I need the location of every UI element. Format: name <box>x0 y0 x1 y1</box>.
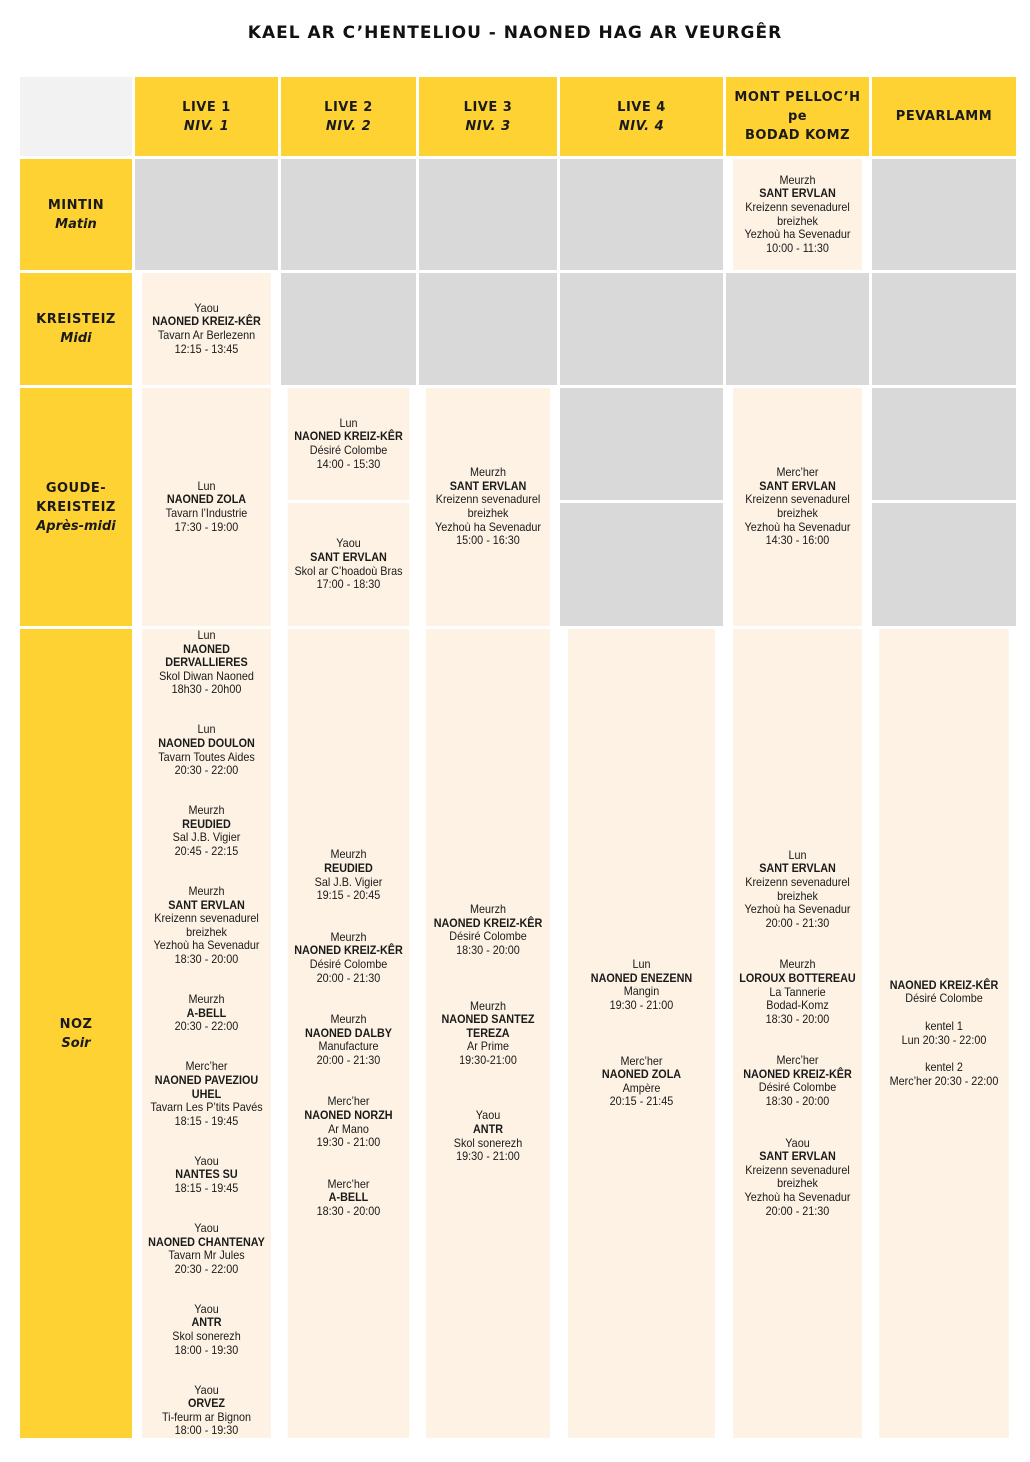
cell-noz-live2 <box>288 629 410 1438</box>
entry-detail: 20:00 - 21:30 <box>316 1052 381 1067</box>
entry-detail: Ti-feurm ar Bignon <box>161 1409 252 1424</box>
entry-place: NAONED KREIZ-KÊR <box>294 429 403 444</box>
entry-day: Lun <box>632 957 651 972</box>
entry-day: Merc’her <box>327 1176 370 1191</box>
entry-detail: 18:15 - 19:45 <box>174 1113 239 1128</box>
empty-cell <box>726 273 869 385</box>
cell-kreisteiz-live1 <box>142 273 271 385</box>
schedule-entry <box>305 1013 392 1067</box>
entry-place: REUDIED <box>182 816 231 831</box>
header-live-3-level: NIV. 3 <box>465 118 511 134</box>
row-noz-sub: Soir <box>61 1035 91 1051</box>
entry-detail: 18:30 - 20:00 <box>456 942 520 957</box>
empty-cell <box>560 503 723 626</box>
schedule-entry <box>152 302 261 356</box>
entry-detail: 20:15 - 21:45 <box>609 1094 674 1109</box>
entry-detail: La Tannerie <box>769 984 826 999</box>
entry-day: Merc’her <box>620 1053 663 1068</box>
empty-cell <box>560 273 723 385</box>
entry-detail: Yezhoù ha Sevenadur <box>153 938 260 953</box>
entry-day: Meurzh <box>188 992 225 1007</box>
cell-goude-live2-b <box>288 503 410 626</box>
cell-noz-pevarlamm <box>879 629 1009 1438</box>
empty-cell <box>560 159 723 270</box>
empty-cell <box>872 388 1016 500</box>
entry-detail: Skol sonerezh <box>453 1135 523 1150</box>
entry-day: Merc’her <box>776 465 819 480</box>
entry-place: NAONED ZOLA <box>601 1067 682 1082</box>
schedule-entry <box>902 1020 987 1047</box>
schedule-entry <box>454 1109 522 1163</box>
entry-day: Meurzh <box>779 172 816 187</box>
entry-detail: breizhek <box>777 213 818 228</box>
schedule-entry <box>745 466 851 548</box>
entry-detail: 17:30 - 19:00 <box>174 519 239 534</box>
entry-day: Meurzh <box>330 847 367 862</box>
entry-day: Meurzh <box>469 902 506 917</box>
cell-noz-live4 <box>568 629 715 1438</box>
entry-detail: breizhek <box>777 1176 818 1191</box>
row-mintin-title: MINTIN <box>47 197 105 213</box>
schedule-entry <box>294 537 402 591</box>
entry-place: A-BELL <box>328 1190 369 1205</box>
schedule-entry <box>602 1055 681 1109</box>
schedule-entry <box>175 993 239 1034</box>
entry-place: NAONED DOULON <box>158 736 255 751</box>
schedule-entry <box>591 958 692 1012</box>
entry-detail: Merc’her 20:30 - 22:00 <box>889 1073 999 1088</box>
schedule-entry <box>745 174 851 256</box>
cell-goude-mont <box>733 388 862 626</box>
entry-detail: 20:00 - 21:30 <box>316 970 381 985</box>
entry-detail: Mangin <box>623 984 660 999</box>
entry-detail: Tavarn l’Industrie <box>165 506 248 520</box>
row-label-mintin <box>20 159 132 270</box>
entry-detail: Yezhoù ha Sevenadur <box>744 1190 851 1205</box>
entry-detail: 12:15 - 13:45 <box>174 341 239 356</box>
entry-detail: Ampère <box>622 1080 661 1095</box>
entry-day: Lun <box>197 722 216 737</box>
entry-detail: Désiré Colombe <box>449 929 527 944</box>
entry-detail: Sal J.B. Vigier <box>314 874 383 889</box>
entry-detail: 19:15 - 20:45 <box>316 888 381 903</box>
entry-detail: breizhek <box>777 888 818 903</box>
schedule-entry <box>441 1000 534 1068</box>
entry-detail: 20:30 - 22:00 <box>174 763 239 778</box>
entry-place: REUDIED <box>324 860 373 875</box>
entry-place: NAONED KREIZ-KÊR <box>433 915 543 930</box>
entry-detail: 18:30 - 20:00 <box>174 952 239 967</box>
schedule-entry <box>175 1155 239 1196</box>
header-live-3-title: LIVE 3 <box>463 99 513 115</box>
entry-day: Meurzh <box>469 465 506 480</box>
entry-place: NAONED PAVEZIOU UHEL <box>154 1072 259 1101</box>
entry-detail: Lun 20:30 - 22:00 <box>901 1032 987 1047</box>
header-live-2-level: NIV. 2 <box>325 118 372 134</box>
entry-detail: Kreizenn sevenadurel <box>435 492 541 507</box>
entry-detail: 19:30-21:00 <box>459 1052 517 1067</box>
entry-detail: Désiré Colombe <box>309 956 388 971</box>
empty-cell <box>560 388 723 500</box>
schedule-entry <box>166 480 248 534</box>
schedule-entry <box>315 848 383 902</box>
empty-cell <box>872 503 1016 626</box>
entry-detail: 18:00 - 19:30 <box>174 1423 239 1438</box>
header-mont-line3: BODAD KOMZ <box>744 128 851 143</box>
entry-day: Yaou <box>194 1153 219 1168</box>
empty-cell <box>281 273 416 385</box>
entry-detail: 14:30 - 16:00 <box>765 533 830 548</box>
entry-place: NAONED ZOLA <box>166 492 247 507</box>
schedule-entry <box>158 723 255 777</box>
header-pevarlamm-title: PEVARLAMM <box>895 109 993 124</box>
row-kreisteiz-sub: Midi <box>60 331 92 346</box>
entry-day: Merc’her <box>327 1094 370 1109</box>
entry-day: Yaou <box>194 1220 219 1235</box>
schedule-entry <box>745 849 851 931</box>
row-mintin-sub: Matin <box>55 216 97 232</box>
schedule-entry <box>162 1384 251 1438</box>
cell-mintin-mont <box>733 159 862 270</box>
entry-day: Yaou <box>475 1108 501 1123</box>
entry-detail: 20:45 - 22:15 <box>174 844 239 859</box>
entry-detail: Kreizenn sevenadurel <box>745 199 850 214</box>
entry-day: Lun <box>788 847 807 862</box>
header-live-1-title: LIVE 1 <box>182 99 231 115</box>
entry-place: NAONED KREIZ-KÊR <box>889 977 999 992</box>
entry-detail: Désiré Colombe <box>905 991 983 1006</box>
entry-detail: breizhek <box>467 506 509 520</box>
entry-detail: 18:30 - 20:00 <box>765 1011 830 1026</box>
entry-day: Meurzh <box>330 929 367 944</box>
entry-place: NANTES SU <box>175 1167 238 1182</box>
entry-detail: 19:30 - 21:00 <box>609 997 674 1012</box>
entry-detail: kentel 2 <box>925 1060 963 1075</box>
row-divider <box>419 500 557 503</box>
entry-day: Yaou <box>336 536 361 551</box>
entry-place: NAONED KREIZ-KÊR <box>743 1066 852 1081</box>
header-mont-pelloch <box>726 77 869 156</box>
entry-place: ORVEZ <box>187 1396 226 1411</box>
entry-detail: Ar Prime <box>466 1039 509 1054</box>
entry-day: Lun <box>197 478 216 493</box>
schedule-entry <box>435 466 541 548</box>
entry-detail: Yezhoù ha Sevenadur <box>744 902 851 917</box>
entry-detail: Sal J.B. Vigier <box>172 830 241 845</box>
schedule-entry <box>148 1222 265 1276</box>
entry-detail: 18:15 - 19:45 <box>174 1180 239 1195</box>
entry-place: A-BELL <box>186 1005 227 1020</box>
entry-detail: Tavarn Mr Jules <box>168 1248 245 1263</box>
corner-cell <box>20 77 132 156</box>
header-live-4 <box>560 77 723 156</box>
entry-detail: Kreizenn sevenadurel <box>745 874 850 889</box>
schedule-entry <box>142 629 271 697</box>
entry-detail: 10:00 - 11:30 <box>766 240 829 255</box>
entry-detail: Kreizenn sevenadurel <box>154 911 259 926</box>
header-live-4-title: LIVE 4 <box>617 99 666 115</box>
entry-detail: 20:00 - 21:30 <box>765 1203 830 1218</box>
entry-place: SANT ERVLAN <box>759 186 836 201</box>
entry-detail: Skol Diwan Naoned <box>159 668 254 683</box>
schedule-entry <box>434 903 543 957</box>
entry-place: ANTR <box>472 1122 503 1137</box>
entry-place: SANT ERVLAN <box>310 549 387 564</box>
cell-noz-live1 <box>142 629 271 1438</box>
entry-day: Meurzh <box>188 803 225 818</box>
header-mont-line2: pe <box>787 109 808 124</box>
entry-detail: 19:30 - 21:00 <box>316 1135 381 1150</box>
entry-detail: 14:00 - 15:30 <box>316 456 381 471</box>
row-kreisteiz-title: KREISTEIZ <box>36 312 116 327</box>
empty-cell <box>872 159 1016 270</box>
entry-place: SANT ERVLAN <box>759 861 836 876</box>
entry-detail: Désiré Colombe <box>309 443 388 457</box>
header-live-2-title: LIVE 2 <box>324 99 373 115</box>
entry-detail: 18:30 - 20:00 <box>765 1094 830 1109</box>
page-title: KAEL AR C’HENTELIOU - NAONED HAG AR VEURGÊR <box>247 23 783 43</box>
header-live-4-level: NIV. 4 <box>618 118 665 134</box>
empty-cell <box>135 159 278 270</box>
entry-place: NAONED KREIZ-KÊR <box>294 943 403 958</box>
entry-detail: Yezhoù ha Sevenadur <box>744 519 851 534</box>
entry-detail: 18h30 - 20h00 <box>171 682 242 697</box>
header-live-3 <box>419 77 557 156</box>
schedule-entry <box>743 1054 852 1108</box>
entry-place: NAONED ENEZENN <box>590 970 693 985</box>
header-pevarlamm <box>872 77 1016 156</box>
entry-day: Meurzh <box>469 998 506 1013</box>
entry-day: Yaou <box>194 300 219 315</box>
schedule-entry <box>890 1061 999 1088</box>
schedule-entry <box>172 1303 240 1357</box>
entry-detail: Tavarn Toutes Aides <box>158 749 255 764</box>
row-goude-title1: GOUDE- <box>45 480 107 496</box>
entry-detail: 20:30 - 22:00 <box>174 1261 239 1276</box>
entry-detail: Tavarn Ar Berlezenn <box>157 328 256 342</box>
entry-day: Meurzh <box>188 884 225 899</box>
cell-noz-live3 <box>426 629 550 1438</box>
entry-place: NAONED NORZH <box>304 1108 393 1123</box>
entry-detail: Désiré Colombe <box>758 1080 837 1095</box>
row-label-goude-kreisteiz <box>20 388 132 626</box>
entry-detail: Tavarn Les P’tits Pavés <box>150 1100 263 1115</box>
empty-cell <box>419 273 557 385</box>
entry-place: NAONED DALBY <box>304 1025 392 1040</box>
entry-detail: Skol ar C’hoadoù Bras <box>294 563 403 578</box>
row-label-kreisteiz <box>20 273 132 385</box>
schedule-entry <box>739 958 855 1026</box>
schedule-entry <box>154 885 260 967</box>
cell-goude-live3 <box>426 388 550 626</box>
row-goude-sub: Après-midi <box>36 518 116 534</box>
entry-detail: Manufacture <box>318 1039 379 1054</box>
entry-day: Meurzh <box>779 957 816 972</box>
entry-place: ANTR <box>191 1315 222 1330</box>
entry-detail: 20:30 - 22:00 <box>174 1019 239 1034</box>
header-live-1 <box>135 77 278 156</box>
schedule-entry <box>890 979 999 1006</box>
entry-detail: Yezhoù ha Sevenadur <box>744 227 851 242</box>
entry-detail: breizhek <box>186 924 227 939</box>
entry-detail: 17:00 - 18:30 <box>316 577 381 592</box>
entry-place: SANT ERVLAN <box>168 897 245 912</box>
entry-day: Yaou <box>194 1382 219 1397</box>
empty-cell <box>281 159 416 270</box>
entry-detail: Ar Mano <box>328 1121 369 1136</box>
entry-detail: Yezhoù ha Sevenadur <box>435 519 541 534</box>
entry-detail: 19:30 - 21:00 <box>456 1149 520 1164</box>
empty-cell <box>419 159 557 270</box>
entry-place: LOROUX BOTTEREAU <box>739 970 856 985</box>
entry-place: NAONED DERVALLIERES <box>165 641 248 670</box>
entry-detail: 20:00 - 21:30 <box>765 915 830 930</box>
empty-cell <box>872 273 1016 385</box>
entry-place: TEREZA <box>466 1025 510 1040</box>
cell-noz-mont <box>733 629 862 1438</box>
entry-place: SANT ERVLAN <box>759 1149 836 1164</box>
schedule-entry <box>142 1060 271 1128</box>
entry-detail: 15:00 - 16:30 <box>456 533 520 548</box>
schedule-entry <box>304 1095 392 1149</box>
header-live-2 <box>281 77 416 156</box>
entry-place: NAONED CHANTENAY <box>148 1234 265 1249</box>
cell-goude-live2-a <box>288 388 410 500</box>
entry-day: Lun <box>197 628 216 642</box>
entry-day: Meurzh <box>330 1012 367 1027</box>
schedule-entry <box>745 1137 851 1219</box>
entry-place: NAONED KREIZ-KÊR <box>152 314 261 329</box>
schedule-entry <box>294 931 403 985</box>
entry-place: SANT ERVLAN <box>449 478 527 493</box>
header-mont-line1: MONT PELLOC’H <box>734 90 861 105</box>
entry-detail: 18:30 - 20:00 <box>316 1204 381 1219</box>
schedule-entry <box>317 1178 381 1219</box>
entry-place: NAONED SANTEZ <box>441 1012 535 1027</box>
schedule-entry <box>294 417 403 471</box>
row-goude-title2: KREISTEIZ <box>36 499 116 515</box>
entry-detail: breizhek <box>777 506 818 520</box>
entry-detail: Skol sonerezh <box>172 1329 241 1343</box>
entry-detail: kentel 1 <box>925 1018 963 1033</box>
row-noz-title: NOZ <box>59 1016 93 1032</box>
entry-detail: Kreizenn sevenadurel <box>745 492 850 507</box>
entry-day: Merc’her <box>776 1053 819 1068</box>
schedule-entry <box>173 804 241 858</box>
entry-day: Lun <box>339 415 358 430</box>
row-label-noz <box>20 629 132 1438</box>
entry-place: SANT ERVLAN <box>759 478 836 493</box>
entry-day: Merc’her <box>185 1059 228 1074</box>
entry-detail: Kreizenn sevenadurel <box>745 1162 850 1177</box>
header-live-1-level: NIV. 1 <box>183 118 230 134</box>
entry-detail: Bodad-Komz <box>766 998 829 1013</box>
entry-detail: 18:00 - 19:30 <box>174 1342 239 1357</box>
cell-goude-live1 <box>142 388 271 626</box>
entry-day: Yaou <box>785 1135 810 1150</box>
entry-day: Yaou <box>194 1301 219 1316</box>
